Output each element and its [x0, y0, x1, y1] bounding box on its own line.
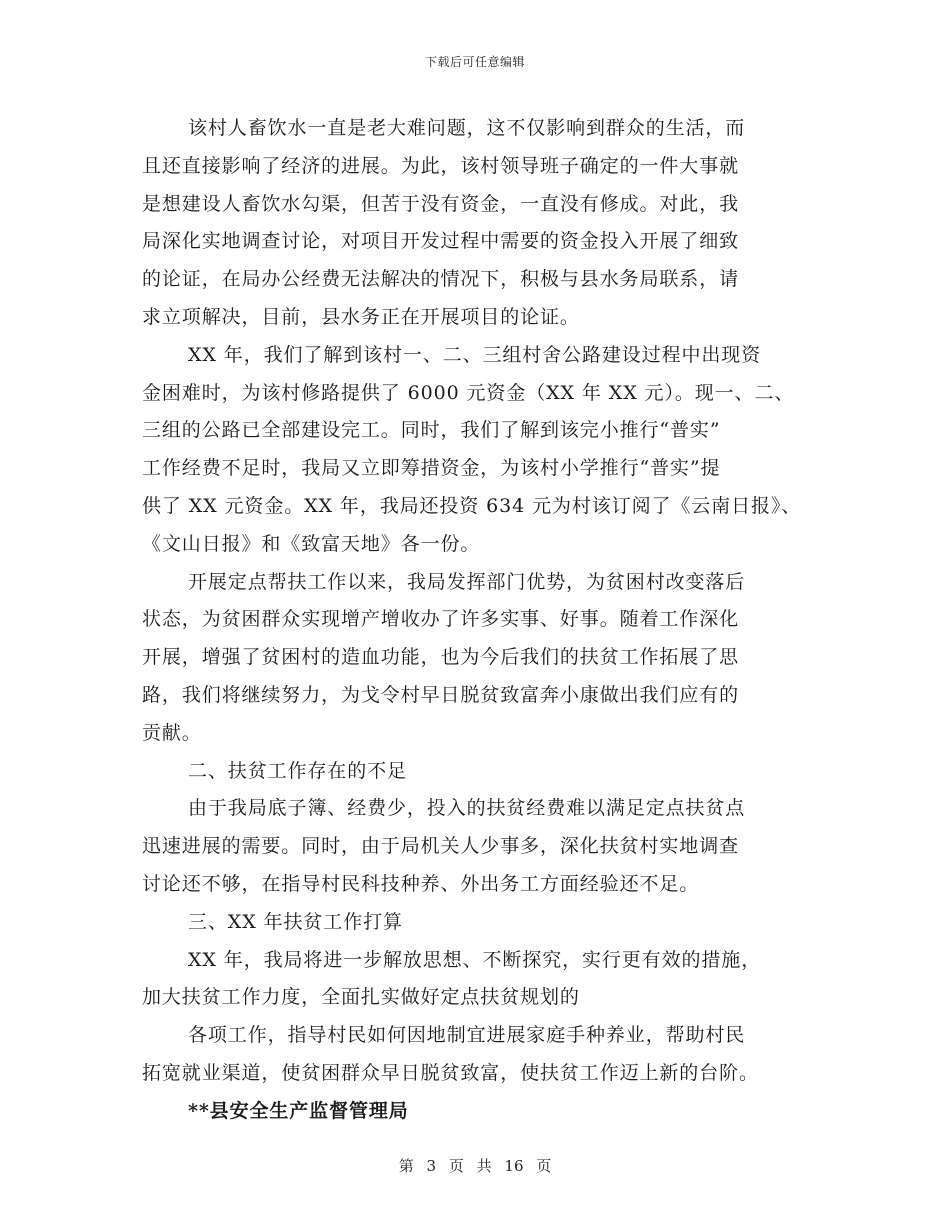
text-line: 开展，增强了贫困村的造血功能，也为今后我们的扶贫工作拓展了思 [142, 646, 740, 669]
text-line: XX 年，我局将进一步解放思想、不断探究，实行更有效的措施， [188, 948, 762, 971]
text-line: 是想建设人畜饮水勾渠，但苦于没有资金，一直没有修成。对此，我 [142, 192, 740, 215]
text-line: 且还直接影响了经济的进展。为此，该村领导班子确定的一件大事就 [142, 154, 740, 177]
text-line: 由于我局底子簿、经费少，投入的扶贫经费难以满足定点扶贫点 [188, 797, 746, 820]
text-line: 求立项解决，目前，县水务正在开展项目的论证。 [142, 305, 580, 328]
text-line: 的论证，在局办公经费无法解决的情况下，积极与县水务局联系，请 [142, 268, 740, 291]
document-body [142, 110, 810, 1131]
text-line: 迅速进展的需要。同时，由于局机关人少事多，深化扶贫村实地调查 [142, 835, 740, 858]
text-line: 局深化实地调查讨论，对项目开发过程中需要的资金投入开展了细致 [142, 230, 740, 253]
page-prefix: 第 [398, 1157, 414, 1175]
text-line: 供了 XX 元资金。XX 年，我局还投资 634 元为村该订阅了《云南日报》、 [142, 494, 802, 517]
text-line: 拓宽就业渠道，使贫困群众早日脱贫致富，使扶贫工作迈上新的台阶。 [142, 1061, 759, 1084]
text-line: 工作经费不足时，我局又立即筹措资金，为该村小学推行“普实”提 [142, 457, 721, 480]
text-line: 状态，为贫困群众实现增产增收办了许多实事、好事。随着工作深化 [142, 608, 740, 631]
text-line: 路，我们将继续努力，为戈令村早日脱贫致富奔小康做出我们应有的 [142, 683, 740, 706]
text-line: 《文山日报》和《致富天地》各一份。 [142, 532, 481, 555]
section-heading: 二、扶贫工作存在的不足 [188, 759, 407, 782]
current-page-number: 3 [426, 1157, 437, 1175]
text-line: XX 年，我们了解到该村一、二、三组村舍公路建设过程中出现资 [188, 343, 762, 366]
page-footer [0, 1155, 950, 1176]
text-line: 讨论还不够，在指导村民科技种养、外出务工方面经验还不足。 [142, 872, 700, 895]
total-page-count: 16 [504, 1157, 524, 1175]
page-header-note: 下载后可任意编辑 [424, 55, 525, 69]
section-heading: 三、XX 年扶贫工作打算 [188, 910, 403, 933]
page-mid: 页 [448, 1157, 464, 1175]
total-prefix: 共 [476, 1157, 492, 1175]
text-line: 贡献。 [142, 721, 202, 744]
text-line: 各项工作，指导村民如何因地制宜进展家庭手种养业，帮助村民 [188, 1024, 746, 1047]
signature-organization: **县安全生产监督管理局 [188, 1099, 409, 1122]
text-line: 开展定点帮扶工作以来，我局发挥部门优势，为贫困村改变落后 [188, 570, 746, 593]
text-line: 该村人畜饮水一直是老大难问题，这不仅影响到群众的生活，而 [188, 117, 746, 139]
page-suffix: 页 [536, 1157, 552, 1175]
text-line: 三组的公路已全部建设完工。同时，我们了解到该完小推行“普实” [142, 419, 721, 442]
text-line: 加大扶贫工作力度，全面扎实做好定点扶贫规划的 [142, 986, 580, 1009]
text-line: 金困难时，为该村修路提供了 6000 元资金（XX 年 XX 元）。现一、二、 [142, 381, 795, 404]
